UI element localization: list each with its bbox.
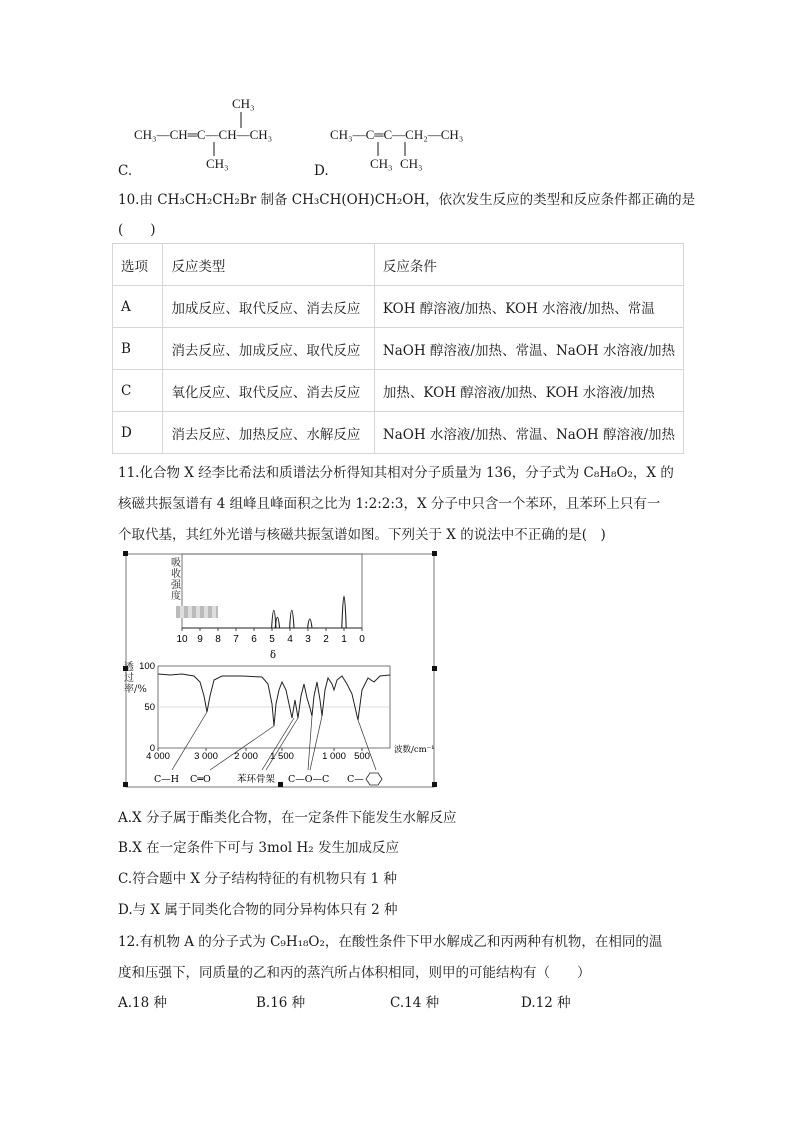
table-cell: KOH 醇溶液/加热、KOH 水溶液/加热、常温 (374, 286, 683, 328)
ir-y-ticks (139, 661, 155, 754)
q10-stem: 10.由 CH₃CH₂CH₂Br 制备 CH₃CH(OH)CH₂OH，依次发生反应的类型和反应条件都正确的是 (118, 192, 696, 208)
nmr-tick-label: 5 (269, 634, 275, 645)
table-cell: NaOH 醇溶液/加热、常温、NaOH 水溶液/加热 (374, 328, 683, 370)
structure-c-top-methyl: CH₃ (232, 96, 255, 111)
q11-line1: 11.化合物 X 经李比希法和质谱法分析得知其相对分子质量为 136，分子式为 C₈H₈O₂，X 的 (118, 465, 674, 481)
nmr-tick-label: 9 (197, 634, 203, 645)
ir-x-tick-label: 1 500 (270, 751, 294, 762)
table-cell: 加成反应、取代反应、消去反应 (163, 286, 374, 328)
nmr-peak (275, 617, 279, 628)
ir-label-ch: C—H (154, 774, 180, 785)
option-d-letter: D. (314, 163, 329, 179)
table-cell: 消去反应、加热反应、水解反应 (163, 412, 374, 454)
table-cell: C (113, 370, 163, 412)
ir-y-label: 透过率/% (124, 662, 147, 695)
structure-c-main-chain: CH₃—CH═C—CH—CH₃ (134, 127, 273, 142)
nmr-tick-label: 1 (341, 634, 347, 645)
table-cell: NaOH 水溶液/加热、常温、NaOH 醇溶液/加热 (374, 412, 683, 454)
resize-handle[interactable] (123, 551, 128, 556)
ir-transmittance-curve (158, 674, 390, 726)
q12-line1: 12.有机物 A 的分子式为 C₉H₁₈O₂，在酸性条件下甲水解成乙和丙两种有机物，在相同的温 (118, 934, 663, 950)
nmr-tick-label: 7 (233, 634, 239, 645)
q11-option-b: B.X 在一定条件下可与 3mol H₂ 发生加成反应 (118, 840, 400, 856)
table-row (113, 412, 684, 454)
ir-x-tick-label: 500 (354, 751, 370, 762)
ir-x-tick-label: 3 000 (194, 751, 218, 762)
nmr-tick-label: 6 (251, 634, 257, 645)
nmr-tick-label: 8 (215, 634, 221, 645)
ir-y-tick-label: 50 (144, 702, 155, 713)
table-header-row (113, 244, 684, 286)
table-cell: B (113, 328, 163, 370)
q12-option-b: B.16 种 (256, 995, 306, 1011)
table-cell: 加热、KOH 醇溶液/加热、KOH 水溶液/加热 (374, 370, 683, 412)
nmr-peak (290, 610, 294, 628)
ir-x-ticks (146, 748, 370, 762)
q12-option-c: C.14 种 (390, 995, 440, 1011)
q10-blank: ( ) (118, 222, 156, 238)
structure-d-bottom-right-methyl: CH₃ (400, 156, 423, 171)
ir-spectrum (122, 660, 442, 795)
header-cell: 反应类型 (163, 244, 374, 286)
blurred-watermark (176, 606, 218, 618)
q12-option-a: A.18 种 (118, 995, 168, 1011)
structure-d-bottom-left-methyl: CH₃ (370, 156, 393, 171)
table-cell: D (113, 412, 163, 454)
nmr-peak (308, 619, 312, 628)
nmr-peaks (272, 596, 347, 628)
ir-x-tick-label: 1 000 (322, 751, 346, 762)
q11-option-d: D.与 X 属于同类化合物的同分异构体只有 2 种 (118, 902, 398, 918)
q11-option-c: C.符合题中 X 分子结构特征的有机物只有 1 种 (118, 871, 398, 887)
header-cell: 反应条件 (374, 244, 683, 286)
q11-line3: 个取代基，其红外光谱与核磁共振氢谱如图。下列关于 X 的说法中不正确的是( ) (118, 527, 606, 543)
nmr-x-label: δ (269, 650, 277, 661)
q12-line2: 度和压强下，同质量的乙和丙的蒸汽所占体积相同，则甲的可能结构有（ ） (118, 965, 591, 981)
nmr-tick-label: 10 (176, 634, 188, 645)
ir-y-tick-label: 100 (139, 661, 155, 672)
ir-x-tick-label: 2 000 (234, 751, 258, 762)
nmr-y-label: 吸收强度 (171, 558, 181, 602)
nmr-x-ticks (176, 628, 365, 645)
nmr-tick-label: 4 (287, 634, 293, 645)
nmr-tick-label: 2 (323, 634, 329, 645)
table-cell: 消去反应、加成反应、取代反应 (163, 328, 374, 370)
table-cell: A (113, 286, 163, 328)
ir-x-unit: 波数/cm⁻¹ (394, 745, 435, 755)
ir-label-co: C═O (190, 774, 211, 785)
q12-option-d: D.12 种 (521, 995, 571, 1011)
option-c-letter: C. (118, 163, 133, 179)
q11-option-a: A.X 分子属于酯类化合物，在一定条件下能发生水解反应 (118, 810, 457, 826)
table-row (113, 286, 684, 328)
nmr-tick-label: 0 (359, 634, 365, 645)
header-cell: 选项 (113, 244, 163, 286)
ir-label-benzene: 苯环骨架 (237, 774, 276, 785)
ir-x-tick-label: 4 000 (146, 751, 170, 762)
q11-line2: 核磁共振氢谱有 4 组峰且峰面积之比为 1:2:2:3，X 分子中只含一个苯环，且苯环上只有一 (118, 496, 661, 512)
benzene-ring-icon (366, 773, 382, 785)
ir-label-c-phenyl: C— (347, 774, 364, 785)
ir-y-tick-label: 0 (149, 743, 155, 754)
resize-handle[interactable] (432, 551, 437, 556)
table-row (113, 328, 684, 370)
nmr-peak (342, 596, 346, 628)
q10-options-table (112, 243, 684, 454)
table-row (113, 370, 684, 412)
structure-d-main-chain: CH₃—C═C—CH₂—CH₃ (330, 127, 464, 142)
ir-label-coc: C—O—C (288, 774, 330, 785)
nmr-tick-label: 3 (305, 634, 311, 645)
structure-c-bottom-methyl: CH₃ (206, 156, 229, 171)
table-cell: 氧化反应、取代反应、消去反应 (163, 370, 374, 412)
